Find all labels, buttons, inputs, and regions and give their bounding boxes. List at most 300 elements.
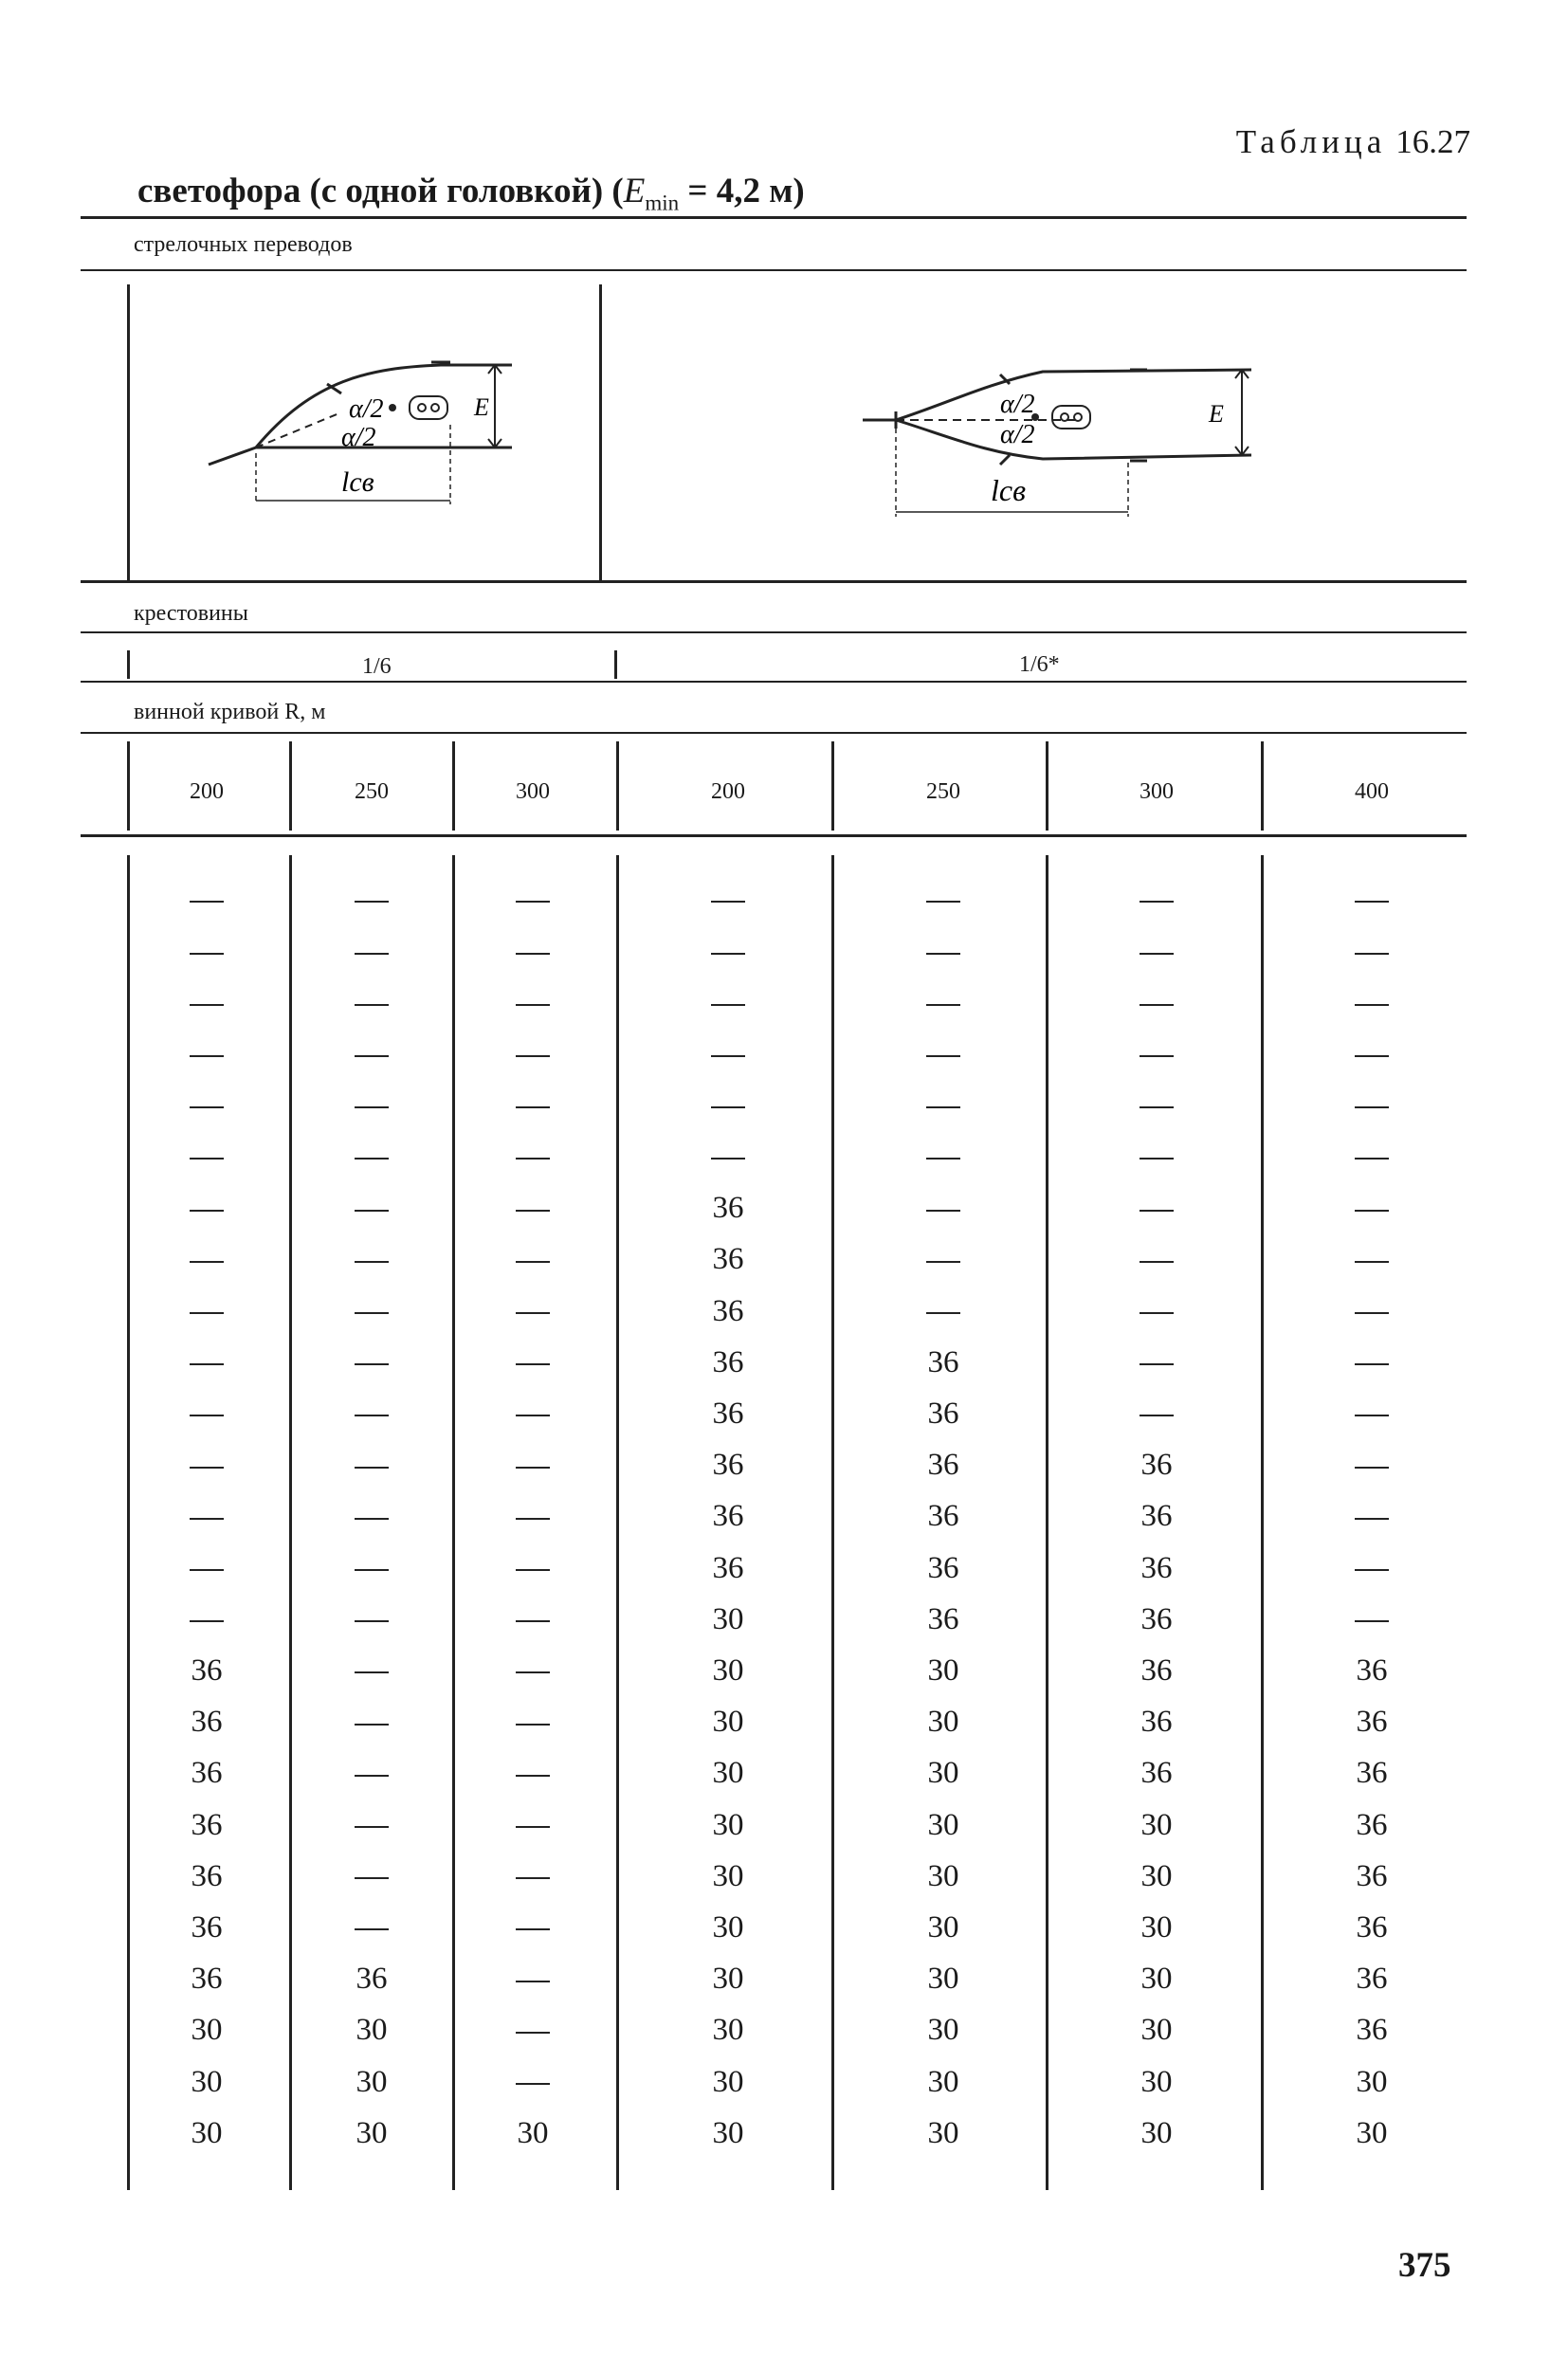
table-cell	[476, 2013, 590, 2048]
table-cell	[315, 1088, 428, 1123]
dash-mark	[190, 1415, 224, 1416]
dash-mark	[516, 1210, 550, 1212]
dash-mark	[1355, 1004, 1389, 1006]
table-cell: 30	[191, 2064, 223, 2099]
table-cell	[150, 1602, 264, 1637]
switch-diagram-right	[853, 341, 1308, 540]
dash-mark	[516, 1363, 550, 1365]
table-cell: 30	[927, 1910, 959, 1945]
body-vline-4	[831, 855, 834, 2190]
table-cell	[476, 1088, 590, 1123]
left-length-label: lсв	[341, 466, 374, 498]
table-cell: 36	[927, 1448, 959, 1483]
table-cell	[1100, 934, 1213, 969]
table-cell: 30	[356, 2013, 388, 2048]
table-label	[1236, 123, 1470, 161]
table-cell: 30	[712, 1910, 744, 1945]
table-cell: 30	[712, 1807, 744, 1842]
dash-mark	[1140, 1004, 1174, 1006]
dash-mark	[355, 1877, 389, 1879]
dash-mark	[1355, 1518, 1389, 1520]
table-cell	[315, 1653, 428, 1689]
dash-mark	[516, 1671, 550, 1673]
table-cell	[671, 1037, 785, 1072]
table-caption	[137, 171, 805, 215]
table-cell	[1315, 1345, 1429, 1380]
table-cell: 36	[712, 1242, 744, 1277]
table-cell	[1100, 883, 1213, 918]
table-cell	[1315, 1088, 1429, 1123]
dash-mark	[190, 1055, 224, 1057]
dash-mark	[516, 1826, 550, 1828]
dash-mark	[711, 901, 745, 903]
caption-sub: min	[645, 191, 680, 215]
table-cell	[476, 1294, 590, 1329]
table-cell: 30	[712, 2013, 744, 2048]
table-cell: 30	[712, 1601, 744, 1636]
dash-mark	[190, 901, 224, 903]
table-cell	[1315, 985, 1429, 1020]
table-cell: 36	[191, 1756, 223, 1791]
table-cell: 36	[191, 1858, 223, 1893]
table-cell	[476, 934, 590, 969]
radius-vline-0	[127, 741, 130, 831]
table-cell	[1315, 1602, 1429, 1637]
dash-mark	[190, 1363, 224, 1365]
table-cell	[315, 1551, 428, 1586]
dash-mark	[516, 1981, 550, 1982]
table-cell	[886, 1088, 1000, 1123]
table-cell: 36	[712, 1499, 744, 1534]
label-curve: винной кривой R, м	[134, 700, 326, 724]
table-cell: 30	[927, 2064, 959, 2099]
dash-mark	[355, 1671, 389, 1673]
table-cell: 36	[1356, 1962, 1388, 1997]
table-cell: 36	[712, 1191, 744, 1226]
table-cell: 30	[356, 2064, 388, 2099]
dash-mark	[516, 1928, 550, 1930]
dash-mark	[516, 2032, 550, 2034]
dash-mark	[355, 1261, 389, 1263]
dash-mark	[1355, 1106, 1389, 1108]
table-cell	[315, 1756, 428, 1791]
dash-mark	[926, 953, 960, 955]
table-cell	[886, 1140, 1000, 1175]
table-cell	[671, 1140, 785, 1175]
left-angle-bottom: α/2	[341, 423, 376, 452]
table-cell	[1100, 1242, 1213, 1277]
right-e-label: E	[1209, 400, 1224, 428]
dash-mark	[1140, 953, 1174, 955]
dash-mark	[516, 1415, 550, 1416]
dash-mark	[1355, 1620, 1389, 1622]
table-cell	[315, 1448, 428, 1483]
dash-mark	[1355, 1467, 1389, 1469]
diagram-vline-mid	[599, 284, 602, 580]
table-cell	[1315, 1037, 1429, 1072]
table-cell: 30	[927, 1962, 959, 1997]
table-cell	[671, 883, 785, 918]
table-cell	[315, 1910, 428, 1945]
dash-mark	[355, 1415, 389, 1416]
table-cell	[476, 1345, 590, 1380]
table-cell: 36	[927, 1397, 959, 1431]
table-cell	[886, 1242, 1000, 1277]
table-cell	[1315, 1191, 1429, 1226]
table-cell: 36	[1356, 2013, 1388, 2048]
dash-mark	[1355, 1055, 1389, 1057]
dash-mark	[1355, 1312, 1389, 1314]
caption-main: светофора (с одной головкой) (	[137, 172, 624, 210]
dash-mark	[516, 953, 550, 955]
table-cell	[1100, 1037, 1213, 1072]
table-cell: 36	[191, 1807, 223, 1842]
dash-mark	[711, 1004, 745, 1006]
radius-vline-6	[1261, 741, 1264, 831]
dash-mark	[355, 1467, 389, 1469]
body-vline-6	[1261, 855, 1264, 2190]
table-cell: 36	[1356, 1807, 1388, 1842]
table-cell: 30	[356, 2115, 388, 2150]
table-cell: 30	[191, 2013, 223, 2048]
crossing-value-right: 1/6*	[1019, 652, 1060, 677]
table-cell	[1100, 1191, 1213, 1226]
table-cell	[476, 1191, 590, 1226]
table-cell	[476, 985, 590, 1020]
dash-mark	[926, 1312, 960, 1314]
right-length-label: lсв	[991, 473, 1026, 507]
dash-mark	[1355, 1415, 1389, 1416]
table-cell	[150, 1345, 264, 1380]
switch-diagram-left	[190, 341, 569, 540]
table-label-text: Таблица	[1235, 123, 1387, 160]
table-cell	[886, 883, 1000, 918]
dash-mark	[1355, 1210, 1389, 1212]
table-cell	[1100, 1294, 1213, 1329]
table-cell	[150, 1242, 264, 1277]
table-cell	[671, 934, 785, 969]
table-cell	[150, 1448, 264, 1483]
table-cell: 30	[927, 1653, 959, 1688]
radius-header-cell: 250	[355, 779, 389, 804]
radius-header-cell: 400	[1355, 779, 1389, 804]
table-cell: 36	[191, 1962, 223, 1997]
table-cell: 36	[712, 1397, 744, 1431]
table-cell	[150, 1037, 264, 1072]
table-cell	[1315, 1499, 1429, 1534]
dash-mark	[711, 1158, 745, 1160]
table-number: 16.27	[1395, 123, 1470, 160]
radius-header-cell: 200	[711, 779, 745, 804]
table-cell: 36	[712, 1344, 744, 1379]
table-cell: 36	[1140, 1705, 1173, 1740]
table-cell	[315, 934, 428, 969]
radius-vline-3	[616, 741, 619, 831]
table-cell	[476, 1602, 590, 1637]
rule-crossing-values	[81, 681, 1467, 683]
table-cell: 36	[1356, 1910, 1388, 1945]
body-vline-5	[1046, 855, 1048, 2190]
table-cell	[315, 883, 428, 918]
dash-mark	[355, 953, 389, 955]
table-cell: 36	[1356, 1705, 1388, 1740]
table-cell: 36	[927, 1601, 959, 1636]
table-cell: 36	[1140, 1653, 1173, 1688]
table-cell: 36	[1140, 1601, 1173, 1636]
table-cell	[886, 985, 1000, 1020]
dash-mark	[1140, 1210, 1174, 1212]
table-cell: 36	[356, 1962, 388, 1997]
table-cell	[1315, 1551, 1429, 1586]
table-cell	[315, 985, 428, 1020]
crossing-vline-mid	[614, 650, 617, 679]
rule-radius	[81, 834, 1467, 837]
table-cell	[476, 1962, 590, 1997]
radius-header-cell: 200	[190, 779, 224, 804]
table-cell	[315, 1140, 428, 1175]
caption-tail: = 4,2 м)	[679, 172, 805, 210]
table-cell: 36	[927, 1550, 959, 1585]
dash-mark	[355, 1569, 389, 1571]
table-cell	[315, 1191, 428, 1226]
dash-mark	[355, 1158, 389, 1160]
table-cell	[886, 1191, 1000, 1226]
dash-mark	[516, 901, 550, 903]
dash-mark	[516, 1312, 550, 1314]
table-cell: 36	[1356, 1653, 1388, 1688]
dash-mark	[1355, 953, 1389, 955]
dash-mark	[516, 1569, 550, 1571]
table-cell	[150, 1140, 264, 1175]
table-cell	[671, 985, 785, 1020]
dash-mark	[355, 1055, 389, 1057]
table-cell: 30	[927, 1807, 959, 1842]
dash-mark	[1140, 1158, 1174, 1160]
dash-mark	[516, 1106, 550, 1108]
page-number: 375	[1398, 2246, 1451, 2285]
table-cell	[315, 1037, 428, 1072]
dash-mark	[355, 1004, 389, 1006]
dash-mark	[190, 1261, 224, 1263]
crossing-value-left: 1/6	[362, 654, 392, 679]
dash-mark	[926, 1158, 960, 1160]
body-vline-3	[616, 855, 619, 2190]
table-cell: 36	[712, 1293, 744, 1328]
table-cell	[315, 1859, 428, 1894]
rule-top	[81, 216, 1467, 219]
dash-mark	[190, 1312, 224, 1314]
table-cell	[315, 1499, 428, 1534]
dash-mark	[355, 1620, 389, 1622]
table-cell	[476, 1756, 590, 1791]
left-e-label: E	[474, 393, 489, 421]
dash-mark	[190, 1106, 224, 1108]
table-cell	[315, 1242, 428, 1277]
rule-switches	[81, 269, 1467, 271]
table-cell: 30	[712, 1858, 744, 1893]
table-cell	[1100, 1088, 1213, 1123]
table-cell	[476, 1859, 590, 1894]
dash-mark	[355, 901, 389, 903]
caption-var: E	[623, 172, 646, 210]
table-cell: 36	[1140, 1550, 1173, 1585]
dash-mark	[190, 1467, 224, 1469]
dash-mark	[190, 953, 224, 955]
dash-mark	[1140, 901, 1174, 903]
table-cell: 30	[1140, 1910, 1173, 1945]
dash-mark	[190, 1518, 224, 1520]
dash-mark	[516, 1620, 550, 1622]
table-cell	[150, 1397, 264, 1432]
dash-mark	[516, 1055, 550, 1057]
table-cell: 30	[712, 1705, 744, 1740]
radius-vline-5	[1046, 741, 1048, 831]
dash-mark	[926, 1210, 960, 1212]
dash-mark	[190, 1620, 224, 1622]
table-cell: 30	[927, 1705, 959, 1740]
table-cell: 30	[927, 2115, 959, 2150]
dash-mark	[516, 1261, 550, 1263]
table-cell	[886, 1294, 1000, 1329]
table-cell: 36	[1140, 1499, 1173, 1534]
table-cell: 30	[712, 2115, 744, 2150]
table-cell	[1315, 1242, 1429, 1277]
dash-mark	[516, 1467, 550, 1469]
body-vline-2	[452, 855, 455, 2190]
table-cell	[476, 1910, 590, 1945]
table-cell	[315, 1294, 428, 1329]
dash-mark	[355, 1775, 389, 1777]
dash-mark	[926, 1261, 960, 1263]
table-cell	[1315, 1397, 1429, 1432]
table-cell: 30	[517, 2115, 549, 2150]
dash-mark	[711, 1055, 745, 1057]
table-cell	[315, 1345, 428, 1380]
radius-vline-4	[831, 741, 834, 831]
table-cell	[476, 1551, 590, 1586]
dash-mark	[516, 1775, 550, 1777]
table-cell: 36	[1356, 1858, 1388, 1893]
table-cell	[476, 1653, 590, 1689]
dash-mark	[1140, 1055, 1174, 1057]
right-angle-top: α/2	[1000, 390, 1035, 419]
dash-mark	[190, 1004, 224, 1006]
table-cell	[1315, 934, 1429, 969]
dash-mark	[516, 1158, 550, 1160]
table-cell	[476, 1448, 590, 1483]
dash-mark	[516, 1724, 550, 1726]
table-cell: 30	[1356, 2115, 1388, 2150]
table-cell: 30	[712, 1962, 744, 1997]
crossing-vline-left	[127, 650, 130, 679]
dash-mark	[1355, 1569, 1389, 1571]
dash-mark	[1355, 1261, 1389, 1263]
table-cell: 30	[1140, 2115, 1173, 2150]
table-cell	[1315, 1294, 1429, 1329]
dash-mark	[1140, 1261, 1174, 1263]
table-cell: 30	[1356, 2064, 1388, 2099]
table-cell	[1315, 883, 1429, 918]
dash-mark	[355, 1106, 389, 1108]
table-cell: 36	[927, 1344, 959, 1379]
table-cell: 36	[1140, 1448, 1173, 1483]
dash-mark	[355, 1210, 389, 1212]
rule-diagrams	[81, 580, 1467, 583]
table-cell	[886, 1037, 1000, 1072]
dash-mark	[711, 953, 745, 955]
table-cell: 30	[712, 1653, 744, 1688]
table-cell	[1100, 1397, 1213, 1432]
table-cell	[1100, 1345, 1213, 1380]
table-cell	[150, 1551, 264, 1586]
table-cell: 30	[927, 1756, 959, 1791]
table-cell	[150, 1088, 264, 1123]
body-vline-0	[127, 855, 130, 2190]
dash-mark	[926, 901, 960, 903]
table-cell: 30	[191, 2115, 223, 2150]
table-cell: 30	[1140, 1962, 1173, 1997]
dash-mark	[516, 2083, 550, 2085]
table-cell	[150, 1294, 264, 1329]
dash-mark	[516, 1518, 550, 1520]
table-cell	[476, 1499, 590, 1534]
table-cell: 36	[191, 1705, 223, 1740]
right-angle-bottom: α/2	[1000, 420, 1035, 449]
table-cell	[476, 1037, 590, 1072]
dash-mark	[926, 1004, 960, 1006]
table-cell: 36	[712, 1550, 744, 1585]
table-cell	[671, 1088, 785, 1123]
dash-mark	[516, 1004, 550, 1006]
table-cell: 30	[1140, 2013, 1173, 2048]
table-cell	[476, 1808, 590, 1843]
dash-mark	[355, 1724, 389, 1726]
dash-mark	[926, 1055, 960, 1057]
table-cell: 36	[191, 1653, 223, 1688]
dash-mark	[1140, 1415, 1174, 1416]
dash-mark	[355, 1928, 389, 1930]
dash-mark	[190, 1210, 224, 1212]
table-cell: 36	[191, 1910, 223, 1945]
table-cell: 30	[1140, 1807, 1173, 1842]
table-cell	[476, 883, 590, 918]
dash-mark	[190, 1569, 224, 1571]
table-cell	[476, 2065, 590, 2100]
radius-vline-1	[289, 741, 292, 831]
table-cell: 30	[712, 1756, 744, 1791]
rule-curve	[81, 732, 1467, 734]
table-cell	[476, 1242, 590, 1277]
dash-mark	[355, 1826, 389, 1828]
table-cell	[1100, 1140, 1213, 1175]
table-cell: 36	[712, 1448, 744, 1483]
table-cell	[315, 1602, 428, 1637]
table-cell	[315, 1705, 428, 1740]
dash-mark	[1140, 1312, 1174, 1314]
table-cell	[476, 1140, 590, 1175]
rule-crossing	[81, 631, 1467, 633]
table-cell: 36	[927, 1499, 959, 1534]
table-cell: 30	[1140, 1858, 1173, 1893]
table-cell	[315, 1397, 428, 1432]
dash-mark	[355, 1518, 389, 1520]
dash-mark	[1140, 1106, 1174, 1108]
radius-header-cell: 300	[516, 779, 550, 804]
dash-mark	[516, 1877, 550, 1879]
radius-header-cell: 250	[926, 779, 960, 804]
dash-mark	[190, 1158, 224, 1160]
label-crossing: крестовины	[134, 601, 248, 626]
